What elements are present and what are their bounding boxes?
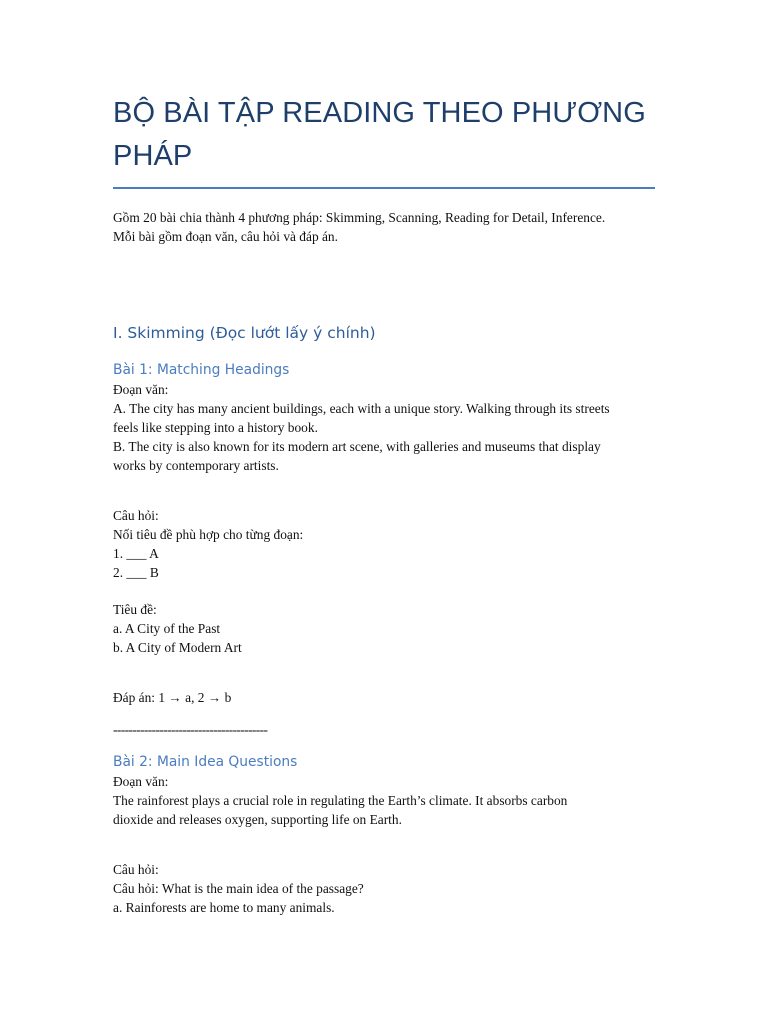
intro-line-1: Gồm 20 bài chia thành 4 phương pháp: Skimming, Scanning, Reading for Detail, Inference. [113, 210, 606, 225]
question-text: Nối tiêu đề phù hợp cho từng đoạn: [113, 527, 304, 542]
intro-paragraph [113, 208, 658, 246]
intro-line-2: Mỗi bài gồm đoạn văn, câu hỏi và đáp án. [113, 229, 338, 244]
passage-label: Đoạn văn: [113, 774, 169, 789]
document-title-line-1: BỘ BÀI TẬP READING THEO PHƯƠNG [113, 97, 646, 129]
exercise-1-headings-list [113, 600, 658, 657]
exercise-1-passage [113, 380, 658, 475]
exercise-2-passage [113, 772, 658, 829]
exercise-2-heading: Bài 2: Main Idea Questions [113, 754, 298, 770]
question-item-1: 1. ___ A [113, 546, 159, 561]
question-label: Câu hỏi: [113, 508, 159, 523]
exercise-1-question [113, 506, 658, 582]
heading-option-a: a. A City of the Past [113, 621, 221, 636]
answer-option-a: a. Rainforests are home to many animals. [113, 900, 335, 915]
passage-b-line-2: works by contemporary artists. [113, 458, 279, 473]
exercise-1-answer: Đáp án: 1 → a, 2 → b [113, 690, 232, 705]
exercise-1-heading: Bài 1: Matching Headings [113, 362, 290, 378]
question-item-2: 2. ___ B [113, 565, 159, 580]
document-title [113, 92, 658, 178]
passage-label: Đoạn văn: [113, 382, 169, 397]
section-separator: ---------------------------------------- [113, 722, 268, 737]
passage-a-line-2: feels like stepping into a history book. [113, 420, 318, 435]
passage-line-2: dioxide and releases oxygen, supporting life on Earth. [113, 812, 402, 827]
document-title-line-2: PHÁP [113, 140, 193, 172]
exercise-2-question [113, 860, 658, 917]
headings-label: Tiêu đề: [113, 602, 157, 617]
heading-option-b: b. A City of Modern Art [113, 640, 242, 655]
passage-line-1: The rainforest plays a crucial role in regulating the Earth’s climate. It absorbs carbon [113, 793, 568, 808]
section-heading-skimming: I. Skimming (Đọc lướt lấy ý chính) [113, 324, 376, 342]
question-label: Câu hỏi: [113, 862, 159, 877]
passage-a-line-1: A. The city has many ancient buildings, each with a unique story. Walking through its streets [113, 401, 610, 416]
document-page [113, 92, 658, 917]
passage-b-line-1: B. The city is also known for its modern art scene, with galleries and museums that display [113, 439, 601, 454]
question-text: Câu hỏi: What is the main idea of the passage? [113, 881, 364, 896]
title-underline [113, 187, 655, 189]
